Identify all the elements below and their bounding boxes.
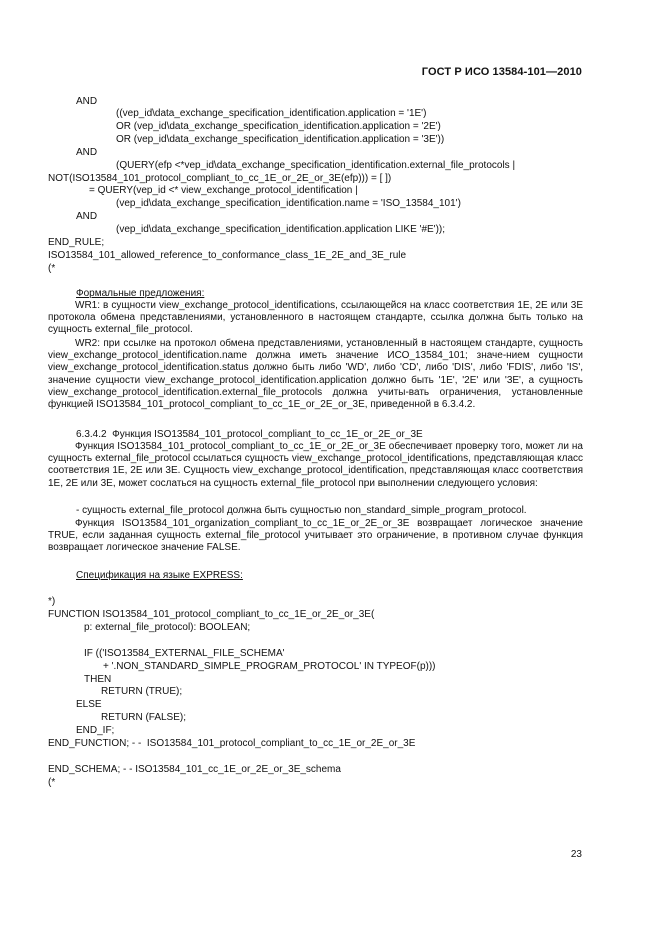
code-line: IF (('ISO13584_EXTERNAL_FILE_SCHEMA' [84, 648, 285, 659]
document-header: ГОСТ Р ИСО 13584-101—2010 [421, 66, 582, 78]
code-line: END_FUNCTION; - - ISO13584_101_protocol_compliant_to_cc_1E_or_2E_or_3E [48, 738, 416, 749]
code-line: OR (vep_id\data_exchange_specification_identification.application = '2E') [116, 121, 441, 132]
code-line: END_SCHEMA; - - ISO13584_101_cc_1E_or_2E_or_3E_schema [48, 764, 341, 775]
code-line: + '.NON_STANDARD_SIMPLE_PROGRAM_PROTOCOL' IN TYPEOF(p))) [103, 661, 436, 672]
code-line: RETURN (FALSE); [101, 712, 187, 723]
code-line: AND [76, 96, 98, 107]
code-line: ((vep_id\data_exchange_specification_identification.application = '1E') [116, 108, 427, 119]
section-paragraph: Функция ISO13584_101_organization_compliant_to_cc_1E_or_2E_or_3E возвращает логическое значение TRUE, если заданная сущность external_file_protocol учитывает это ограничение, в противном случае функция возвращает логическое значение FALSE. [48, 518, 583, 554]
section-title: 6.3.4.2 Функция ISO13584_101_protocol_compliant_to_cc_1E_or_2E_or_3E [76, 429, 423, 440]
formal-heading: Формальные предложения: [76, 288, 205, 299]
code-line: AND [76, 147, 98, 158]
code-line: (QUERY(efp <*vep_id\data_exchange_specification_identification.external_file_protocols | [116, 160, 516, 171]
code-line: *) [48, 596, 56, 607]
code-line: THEN [84, 674, 112, 685]
code-line: AND [76, 211, 98, 222]
condition-item: - сущность external_file_protocol должна быть сущностью non_standard_simple_program_protocol. [76, 505, 527, 516]
code-line: END_IF; [76, 725, 115, 736]
code-line: ISO13584_101_allowed_reference_to_conformance_class_1E_2E_and_3E_rule [48, 250, 407, 261]
code-line: NOT(ISO13584_101_protocol_compliant_to_cc_1E_or_2E_or_3E(efp))) = [ ]) [48, 173, 392, 184]
code-line: OR (vep_id\data_exchange_specification_identification.application = '3E')) [116, 134, 445, 145]
section-paragraph: Функция ISO13584_101_protocol_compliant_to_cc_1E_or_2E_or_3E обеспечивает проверку того, может ли на сущность external_file_protocol ссылаться сущность view_exchange_protocol_identifications, представляющая класс соответствия 1E, 2E или 3E. Сущность view_exchange_protocol_identification, представляющая класс соответствия 1E, 2E или 3E, может сослаться на сущность external_file_protocol при выполнении следующего условия: [48, 441, 583, 489]
code-line: RETURN (TRUE); [101, 686, 183, 697]
code-line: END_RULE; [48, 237, 105, 248]
code-line: (vep_id\data_exchange_specification_identification.name = 'ISO_13584_101') [116, 198, 461, 209]
code-line: (* [48, 263, 56, 274]
wr2-paragraph: WR2: при ссылке на протокол обмена представлениями, установленный в настоящем стандарте, сущность view_exchange_protocol_identification.name должна иметь значение ИСО_13584_101; значе-нием сущности view_exchange_protocol_identification.status должно быть либо 'WD', либо 'CD', либо 'DIS', либо 'FDIS', либо 'IS', значение сущности view_exchange_protocol_identification.application должно быть '1E', '2E' или '3E', а сущность view_exchange_protocol_identification.external_file_protocols должна учиты-вать ограничения, установленные функцией ISO13584_101_protocol_compliant_to_cc_1E_or_2E_or_3E, приведенной в 6.3.4.2. [48, 338, 583, 411]
code-line: ELSE [76, 699, 102, 710]
express-heading: Спецификация на языке EXPRESS: [76, 570, 243, 581]
code-line: = QUERY(vep_id <* view_exchange_protocol_identification | [89, 185, 358, 196]
page-number: 23 [570, 849, 582, 860]
code-line: p: external_file_protocol): BOOLEAN; [84, 622, 251, 633]
wr1-paragraph: WR1: в сущности view_exchange_protocol_identifications, ссылающейся на класс соответствия 1E, 2E или 3E протокола обмена представлениями, установленного в настоящем стандарте, ссылка должна быть только на сущность external_file_protocol. [48, 300, 583, 336]
code-line: (* [48, 777, 56, 788]
code-line: (vep_id\data_exchange_specification_identification.application LIKE '#E')); [116, 224, 446, 235]
code-line: FUNCTION ISO13584_101_protocol_compliant_to_cc_1E_or_2E_or_3E( [48, 609, 375, 620]
